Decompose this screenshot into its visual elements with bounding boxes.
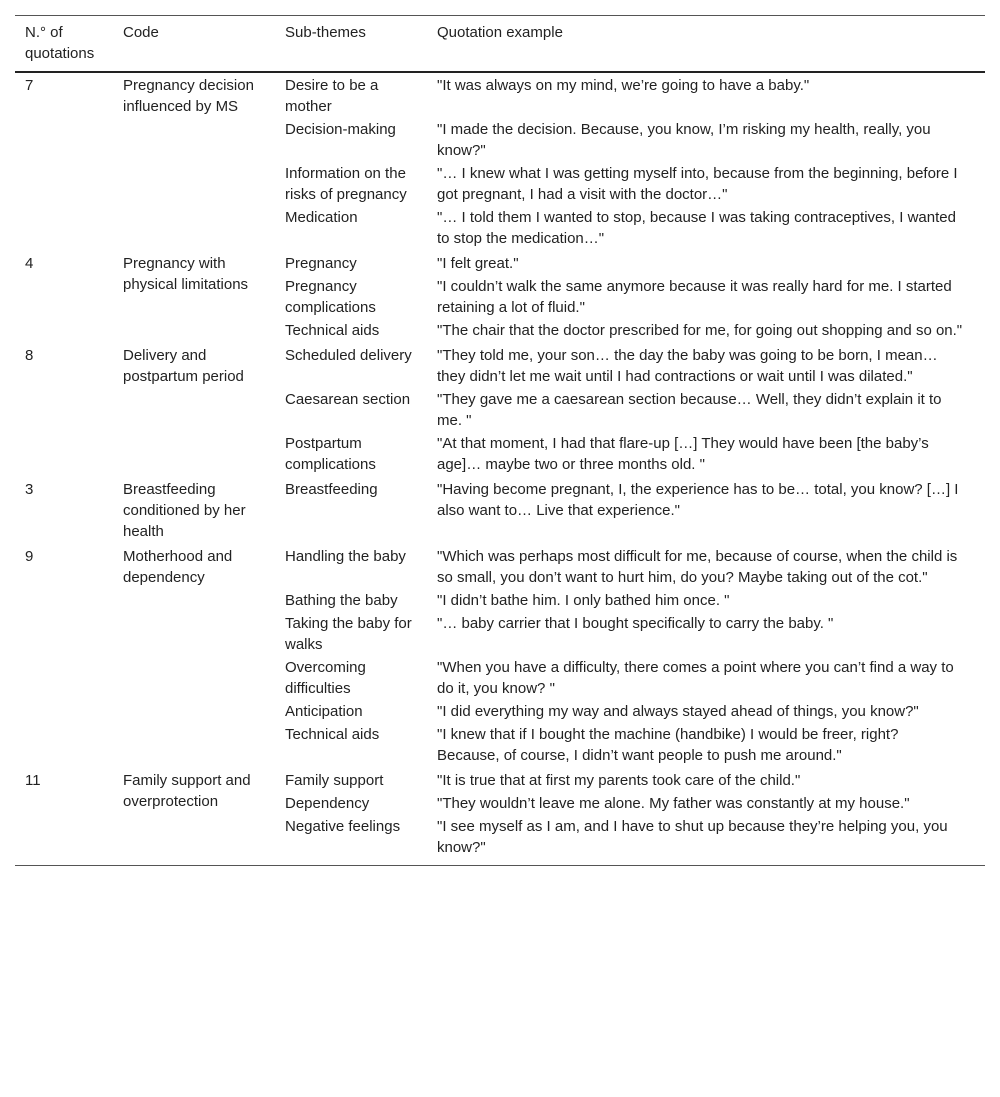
- quotation-example-cell: "I knew that if I bought the machine (handbike) I would be freer, right? Because, of course, I didn’t want people to push me around.": [437, 726, 899, 764]
- sub-theme-cell: Handling the baby: [285, 548, 406, 565]
- sub-theme-cell: Scheduled delivery: [285, 347, 412, 364]
- quotation-count-cell: 11: [25, 772, 41, 789]
- quotation-example-cell: "… I knew what I was getting myself into, because from the beginning, before I got pregnant, I had a visit with the doctor…": [437, 165, 958, 203]
- sub-theme-cell: Pregnancy complications: [285, 278, 376, 316]
- sub-theme-cell: Desire to be a mother: [285, 77, 379, 115]
- quotation-example-cell: "Which was perhaps most difficult for me, because of course, when the child is so small, you don’t want to hurt him, do you? Maybe taking out of the cot.": [437, 548, 958, 586]
- sub-theme-cell: Decision-making: [285, 121, 396, 138]
- table-row: [15, 72, 985, 118]
- table-row: [15, 476, 985, 543]
- sub-theme-cell: Information on the risks of pregnancy: [285, 165, 407, 203]
- sub-theme-cell: Medication: [285, 209, 358, 226]
- table-row: [15, 342, 985, 388]
- header-quotation-example: Quotation example: [427, 16, 985, 73]
- quotation-example-cell: "I made the decision. Because, you know, I’m risking my health, really, you know?": [437, 121, 931, 159]
- sub-theme-cell: Family support: [285, 772, 384, 789]
- quotation-count-cell: 9: [25, 548, 34, 565]
- quotation-example-cell: "… baby carrier that I bought specifically to carry the baby. ": [437, 615, 834, 632]
- sub-theme-cell: Breastfeeding: [285, 481, 378, 498]
- header-row: [15, 16, 985, 73]
- quotation-example-cell: "At that moment, I had that flare-up […] They would have been [the baby’s age]… maybe two or three months old. ": [437, 435, 929, 473]
- sub-theme-cell: Postpartum complications: [285, 435, 376, 473]
- quotation-example-cell: "I couldn’t walk the same anymore because it was really hard for me. I started retaining a lot of fluid.": [437, 278, 952, 316]
- quotation-example-cell: "I didn’t bathe him. I only bathed him once. ": [437, 592, 730, 609]
- quotation-example-cell: "I felt great.": [437, 255, 519, 272]
- quotation-example-cell: "I did everything my way and always stayed ahead of things, you know?": [437, 703, 919, 720]
- quotation-example-cell: "I see myself as I am, and I have to shut up because they’re helping you, you know?": [437, 818, 948, 856]
- quotations-table: [15, 15, 985, 866]
- quotation-example-cell: "… I told them I wanted to stop, because I was taking contraceptives, I wanted to stop the medication…": [437, 209, 956, 247]
- code-cell: Pregnancy decision influenced by MS: [123, 77, 254, 115]
- header-quotation-count: N.° of quotations: [15, 16, 113, 73]
- table-header: [15, 16, 985, 73]
- sub-theme-cell: Technical aids: [285, 726, 380, 743]
- quotation-count-cell: 7: [25, 77, 34, 94]
- sub-theme-cell: Pregnancy: [285, 255, 357, 272]
- code-cell: Pregnancy with physical limitations: [123, 255, 249, 293]
- table-row: [15, 250, 985, 275]
- quotation-example-cell: "It was always on my mind, we’re going to have a baby.": [437, 77, 810, 94]
- header-code: Code: [113, 16, 275, 73]
- quotation-example-cell: "When you have a difficulty, there comes a point where you can’t find a way to do it, you know? ": [437, 659, 954, 697]
- code-cell: Motherhood and dependency: [123, 548, 233, 586]
- sub-theme-cell: Bathing the baby: [285, 592, 398, 609]
- sub-theme-cell: Taking the baby for walks: [285, 615, 412, 653]
- sub-theme-cell: Anticipation: [285, 703, 363, 720]
- header-sub-themes: Sub-themes: [275, 16, 427, 73]
- sub-theme-cell: Negative feelings: [285, 818, 401, 835]
- quotation-count-cell: 8: [25, 347, 34, 364]
- sub-theme-cell: Caesarean section: [285, 391, 411, 408]
- sub-theme-cell: Technical aids: [285, 322, 380, 339]
- table-row: [15, 767, 985, 792]
- quotation-example-cell: "They told me, your son… the day the baby was going to be born, I mean… they didn’t let me wait until I had contractions or wait until I was dilated.": [437, 347, 938, 385]
- quotations-table-container: [15, 15, 985, 866]
- code-cell: Family support and overprotection: [123, 772, 251, 810]
- quotation-example-cell: "The chair that the doctor prescribed for me, for going out shopping and so on.": [437, 322, 963, 339]
- code-cell: Delivery and postpartum period: [123, 347, 244, 385]
- quotation-example-cell: "It is true that at first my parents took care of the child.": [437, 772, 801, 789]
- sub-theme-cell: Dependency: [285, 795, 370, 812]
- code-cell: Breastfeeding conditioned by her health: [123, 481, 246, 540]
- quotation-example-cell: "Having become pregnant, I, the experience has to be… total, you know? […] I also want to… Live that experience.": [437, 481, 959, 519]
- sub-theme-cell: Overcoming difficulties: [285, 659, 366, 697]
- table-row: [15, 543, 985, 589]
- quotation-example-cell: "They gave me a caesarean section because… Well, they didn’t explain it to me. ": [437, 391, 942, 429]
- quotation-example-cell: "They wouldn’t leave me alone. My father was constantly at my house.": [437, 795, 910, 812]
- table-body: [15, 72, 985, 866]
- quotation-count-cell: 3: [25, 481, 34, 498]
- quotation-count-cell: 4: [25, 255, 34, 272]
